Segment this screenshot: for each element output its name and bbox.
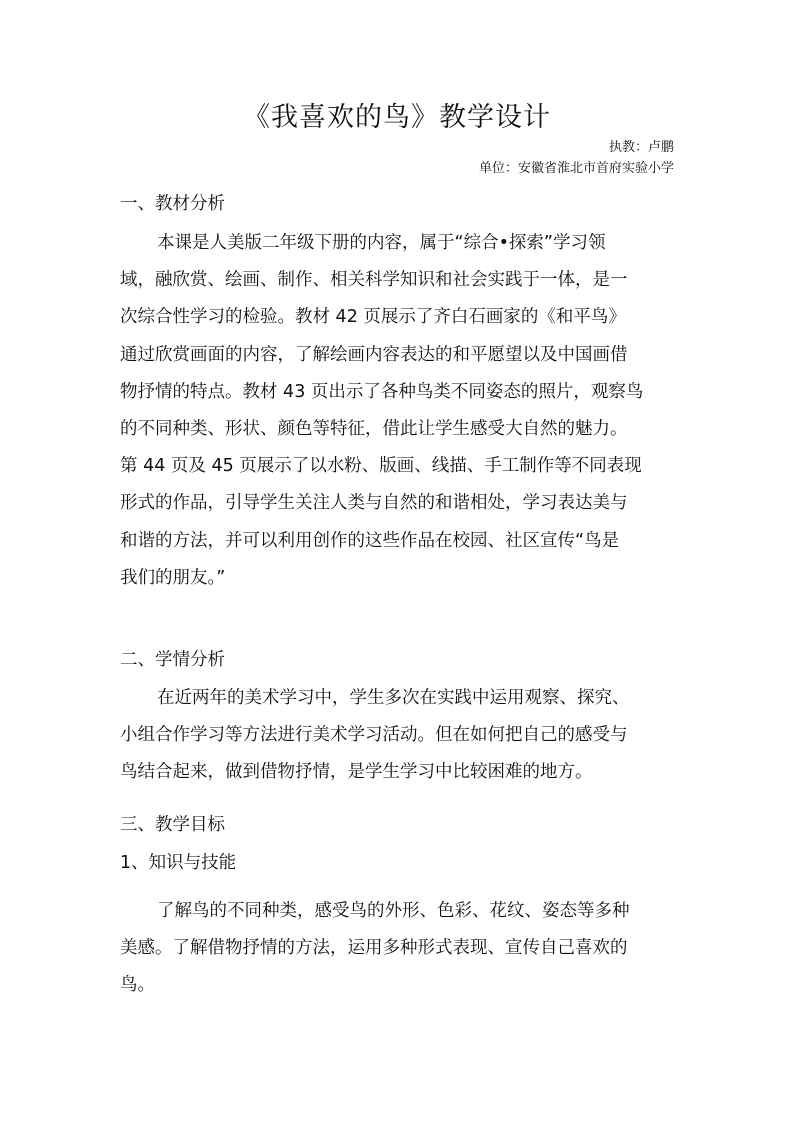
paragraph-line: 鸟结合起来，做到借物抒情，是学生学习中比较困难的地方。 [120, 762, 593, 783]
unit-line: 单位：安徽省淮北市首府实验小学 [478, 161, 674, 176]
paragraph-line: 的不同种类、形状、颜色等特征，借此让学生感受大自然的魅力。 [120, 419, 628, 440]
paragraph-line: 小组合作学习等方法进行美术学习活动。但在如何把自己的感受与 [120, 725, 628, 746]
section-heading-materials: 一、教材分析 [120, 194, 225, 214]
section-body-learners [120, 680, 680, 792]
teacher-line: 执教：卢鹏 [608, 140, 674, 155]
section-heading-learners: 二、学情分析 [120, 650, 225, 670]
paragraph-line: 域，融欣赏、绘画、制作、相关科学知识和社会实践于一体，是一 [120, 270, 628, 291]
paragraph-line: 形式的作品，引导学生关注人类与自然的和谐相处，学习表达美与 [120, 493, 628, 514]
paragraph-line: 本课是人美版二年级下册的内容，属于“综合•探索”学习领 [157, 233, 606, 253]
section-body-objectives [120, 893, 680, 1005]
subheading-knowledge-skills: 1、知识与技能 [120, 853, 237, 873]
paragraph-line: 第 44 页及 45 页展示了以水粉、版画、线描、手工制作等不同表现 [120, 456, 642, 477]
paragraph-line: 美感。了解借物抒情的方法，运用多种形式表现、宣传自己喜欢的 [120, 938, 628, 959]
paragraph-line: 鸟。 [120, 975, 155, 996]
paragraph-line: 了解鸟的不同种类，感受鸟的外形、色彩、花纹、姿态等多种 [157, 901, 630, 921]
section-heading-objectives: 三、教学目标 [120, 815, 225, 835]
paragraph-line: 和谐的方法，并可以利用创作的这些作品在校园、社区宣传“鸟是 [120, 530, 620, 551]
paragraph-line: 在近两年的美术学习中，学生多次在实践中运用观察、探究、 [157, 688, 630, 708]
section-body-materials [120, 225, 680, 597]
paragraph-line: 通过欣赏画面的内容，了解绘画内容表达的和平愿望以及中国画借 [120, 344, 628, 365]
paragraph-line: 我们的朋友。” [120, 567, 226, 588]
paragraph-line: 次综合性学习的检验。教材 42 页展示了齐白石画家的《和平鸟》 [120, 307, 626, 328]
paragraph-line: 物抒情的特点。教材 43 页出示了各种鸟类不同姿态的照片，观察鸟 [120, 381, 644, 402]
document-title: 《我喜欢的鸟》教学设计 [243, 102, 551, 133]
